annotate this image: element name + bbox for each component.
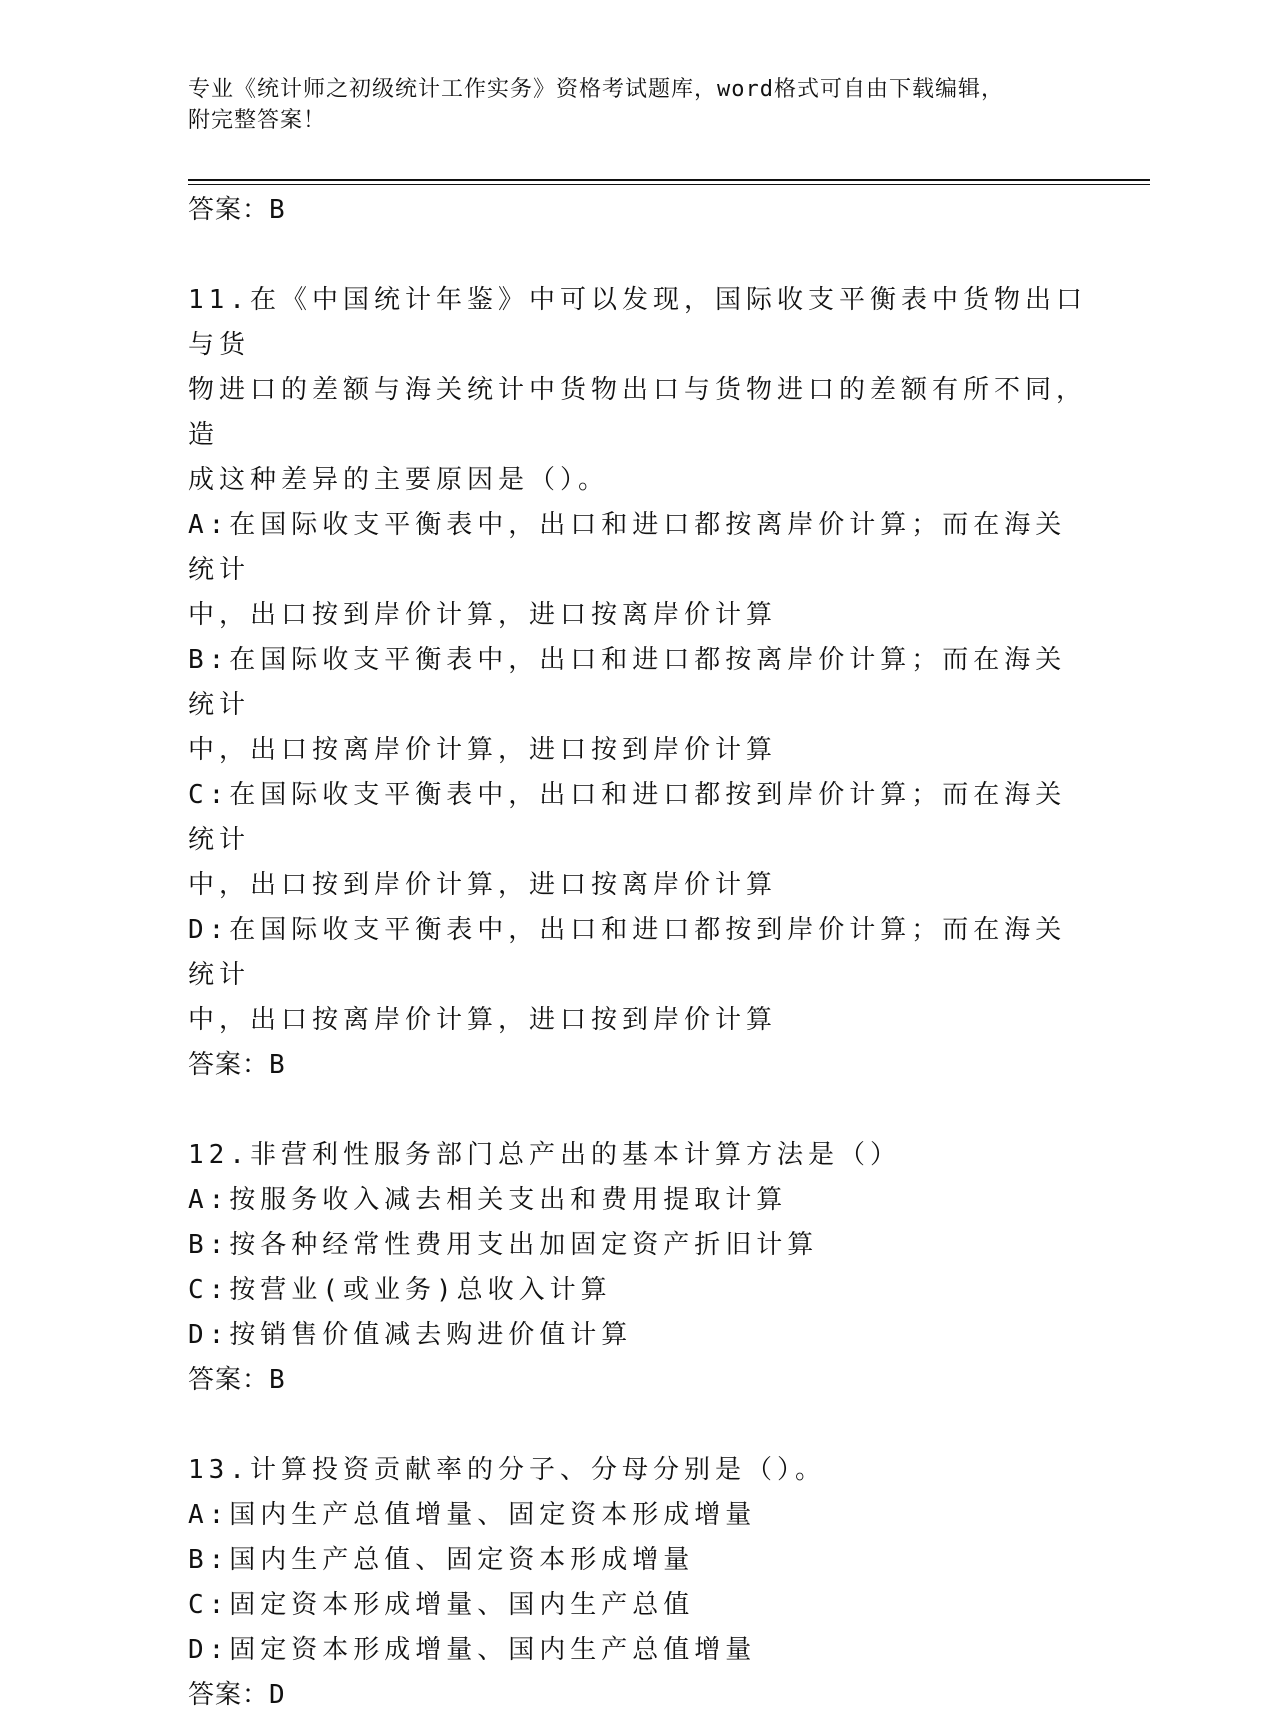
option-b-line: 中，出口按离岸价计算，进口按到岸价计算 xyxy=(188,735,778,765)
header-rule-thick xyxy=(188,179,1150,181)
header-rule-thin xyxy=(188,184,1150,185)
option-c-line: 中，出口按到岸价计算，进口按离岸价计算 xyxy=(188,870,778,900)
question-list xyxy=(188,188,1088,1718)
option-b-line: B:按各种经常性费用支出加固定资产折旧计算 xyxy=(188,1230,819,1260)
question-stem-line: 物进口的差额与海关统计中货物出口与货物进口的差额有所不同，造 xyxy=(188,375,1088,450)
question-12 xyxy=(188,1133,1088,1403)
option-a-line: A:按服务收入减去相关支出和费用提取计算 xyxy=(188,1185,788,1215)
option-c-line: C:在国际收支平衡表中，出口和进口都按到岸价计算；而在海关统计 xyxy=(188,780,1067,855)
option-d-line: D:在国际收支平衡表中，出口和进口都按到岸价计算；而在海关统计 xyxy=(188,915,1067,990)
option-c-line: C:固定资本形成增量、国内生产总值 xyxy=(188,1590,695,1620)
option-a-line: 中，出口按到岸价计算，进口按离岸价计算 xyxy=(188,600,778,630)
question-stem-line: 成这种差异的主要原因是（）。 xyxy=(188,465,610,495)
answer-line: 答案：D xyxy=(188,1680,286,1710)
answer-line: 答案：B xyxy=(188,1050,286,1080)
option-b-line: B:国内生产总值、固定资本形成增量 xyxy=(188,1545,695,1575)
option-b-line: B:在国际收支平衡表中，出口和进口都按离岸价计算；而在海关统计 xyxy=(188,645,1067,720)
question-stem-line: 11.在《中国统计年鉴》中可以发现，国际收支平衡表中货物出口与货 xyxy=(188,285,1087,360)
option-a-line: A:国内生产总值增量、固定资本形成增量 xyxy=(188,1500,757,1530)
option-c-line: C:按营业(或业务)总收入计算 xyxy=(188,1275,612,1305)
option-d-line: 中，出口按离岸价计算，进口按到岸价计算 xyxy=(188,1005,778,1035)
option-d-line: D:按销售价值减去购进价值计算 xyxy=(188,1320,633,1350)
option-d-line: D:固定资本形成增量、国内生产总值增量 xyxy=(188,1635,757,1665)
answer-line: 答案：B xyxy=(188,1365,286,1395)
page-header xyxy=(188,74,1068,136)
option-a-line: A:在国际收支平衡表中，出口和进口都按离岸价计算；而在海关统计 xyxy=(188,510,1067,585)
question-11 xyxy=(188,278,1088,1088)
header-line-1: 专业《统计师之初级统计工作实务》资格考试题库，word格式可自由下载编辑， xyxy=(188,77,1004,102)
question-stem-line: 13.计算投资贡献率的分子、分母分别是（）。 xyxy=(188,1455,826,1485)
header-line-2: 附完整答案！ xyxy=(188,108,327,133)
question-13 xyxy=(188,1448,1088,1718)
answer-line: 答案：B xyxy=(188,195,286,225)
question-stem-line: 12.非营利性服务部门总产出的基本计算方法是（） xyxy=(188,1140,901,1170)
